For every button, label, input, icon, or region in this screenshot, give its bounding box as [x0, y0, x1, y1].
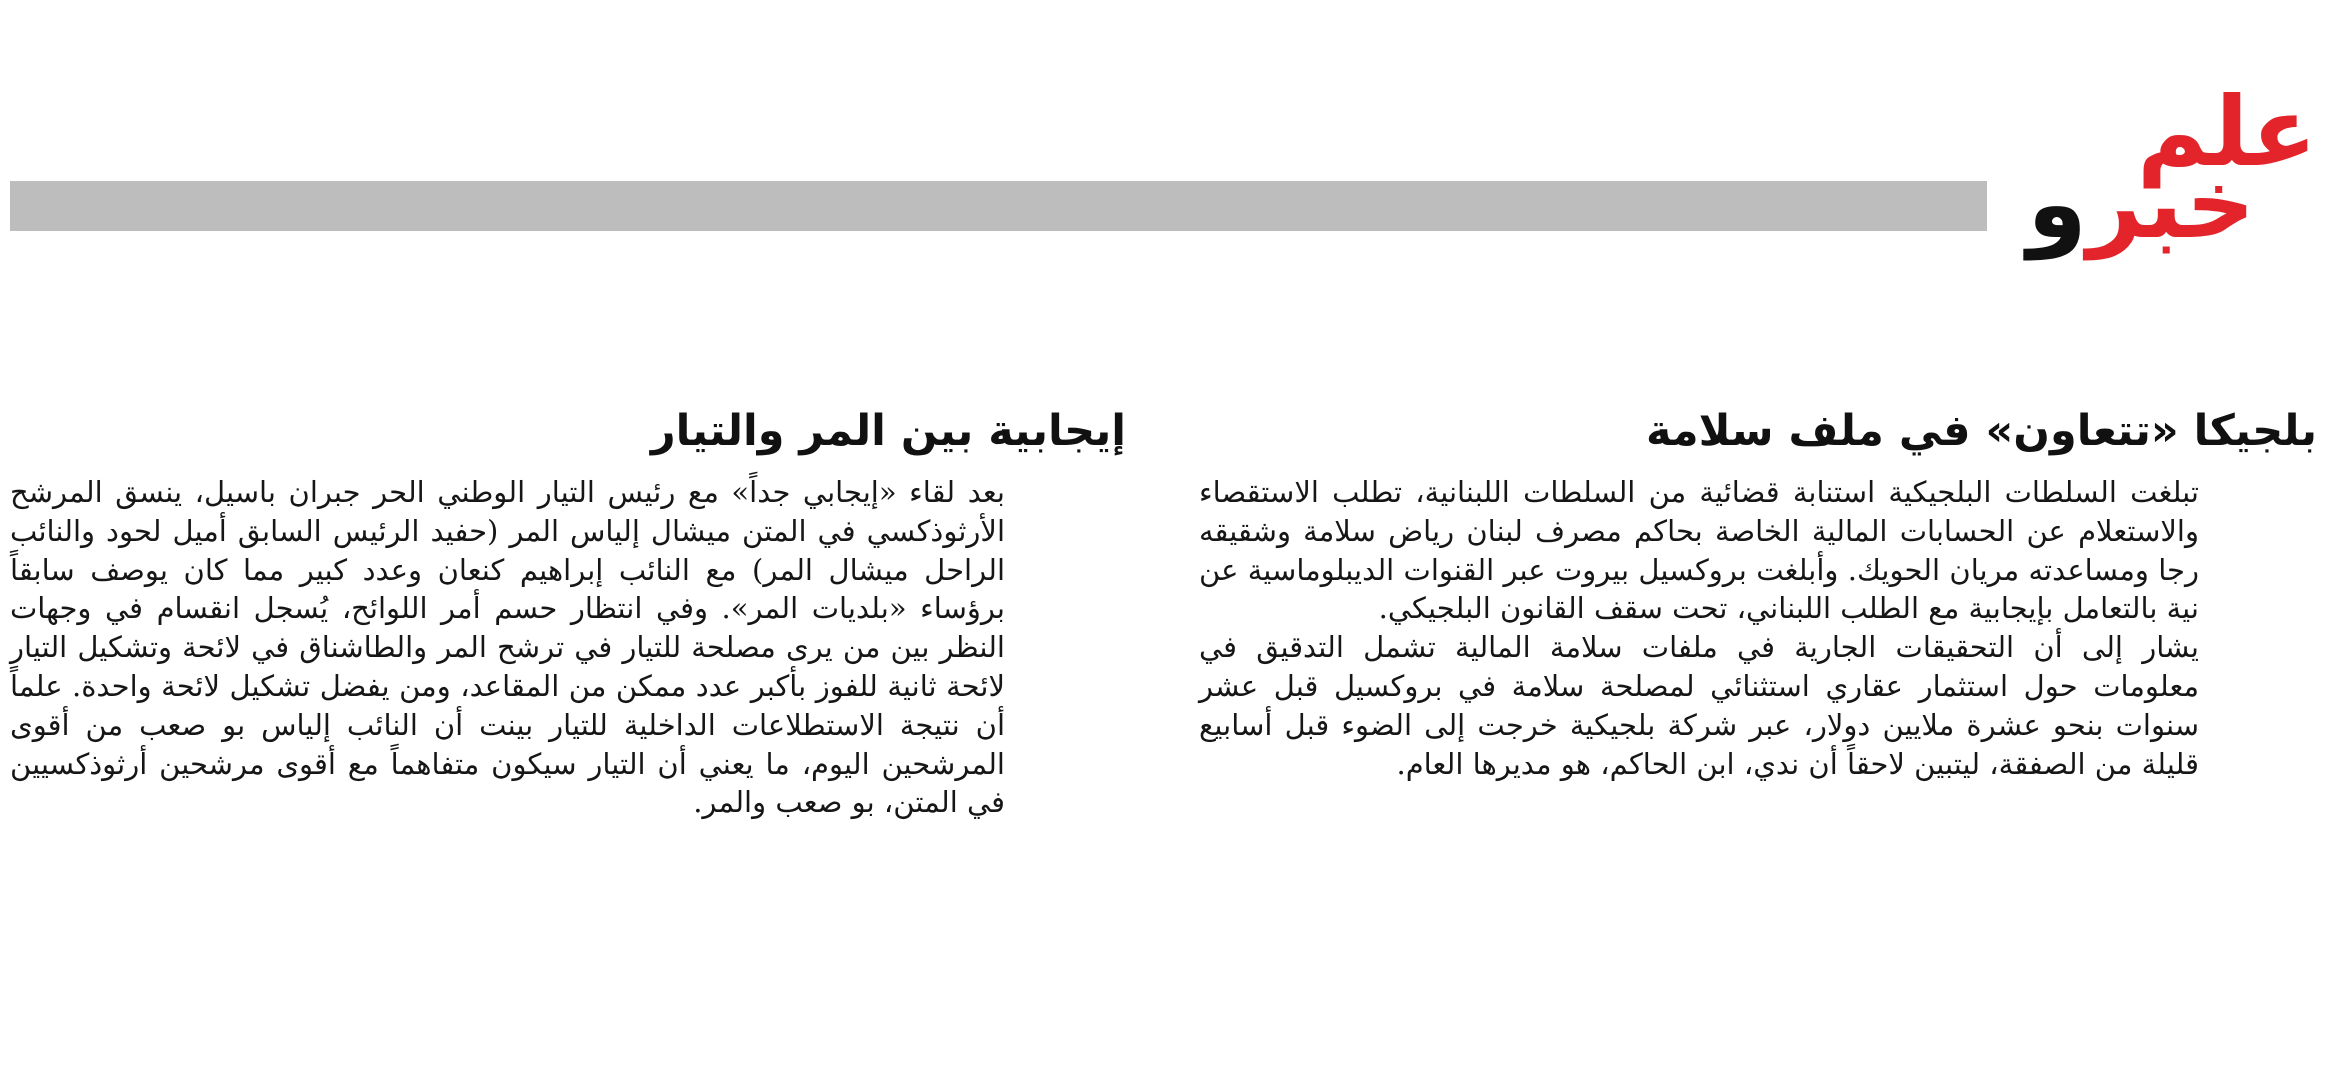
- header-banner-bar: [10, 181, 2314, 231]
- section-logo: [1987, 76, 2317, 262]
- logo-word-red: خبر: [2086, 148, 2255, 260]
- logo-word-black: و: [2027, 148, 2087, 260]
- article-body-belgium: [1199, 473, 2199, 783]
- article-headline-murr-tayyar: إيجابية بين المر والتيار: [650, 405, 1126, 456]
- article-headline-belgium: بلجيكا «تتعاون» في ملف سلامة: [1645, 405, 2317, 456]
- article-paragraph: يشار إلى أن التحقيقات الجارية في ملفات سلامة المالية تشمل التدقيق في معلومات حول استثمار عقاري استثنائي لمصلحة سلامة في بروكسيل قبل عشر سنوات بنحو عشرة ملايين دولار، عبر شركة بلجيكية خرجت إلى الضوء قبل أسابيع قليلة من الصفقة، ليتبين لاحقاً أن ندي، ابن الحاكم، هو مديرها العام.: [1199, 630, 2199, 781]
- logo-word-top: علم: [2136, 76, 2317, 188]
- logo-word-bottom: [2027, 148, 2255, 260]
- article-paragraph: تبلغت السلطات البلجيكية استنابة قضائية من السلطات اللبنانية، تطلب الاستقصاء والاستعلام عن الحسابات المالية الخاصة بحاكم مصرف لبنان رياض سلامة وشقيقه رجا ومساعدته مريان الحويك. وأبلغت بروكسيل بيروت عبر القنوات الديبلوماسية عن نية بالتعامل بإيجابية مع الطلب اللبناني، تحت سقف القانون البلجيكي.: [1199, 475, 2199, 626]
- article-body-murr-tayyar: [10, 473, 1005, 822]
- article-paragraph: بعد لقاء «إيجابي جداً» مع رئيس التيار الوطني الحر جبران باسيل، ينسق المرشح الأرثوذكسي في المتن ميشال إلياس المر (حفيد الرئيس السابق أميل لحود والنائب الراحل ميشال المر) مع النائب إبراهيم كنعان وعدد كبير مما كان يوصف سابقاً برؤساء «بلديات المر». وفي انتظار حسم أمر اللوائح، يُسجل انقسام في وجهات النظر بين من يرى مصلحة للتيار في ترشح المر والطاشناق في لائحة وتشكيل التيار لائحة ثانية للفوز بأكبر عدد ممكن من المقاعد، ومن يفضل تشكيل لائحة واحدة. علماً أن نتيجة الاستطلاعات الداخلية للتيار بينت أن النائب إلياس بو صعب من أقوى المرشحين اليوم، ما يعني أن التيار سيكون متفاهماً مع أقوى مرشحين أرثوذكسيين في المتن، بو صعب والمر.: [10, 475, 1005, 820]
